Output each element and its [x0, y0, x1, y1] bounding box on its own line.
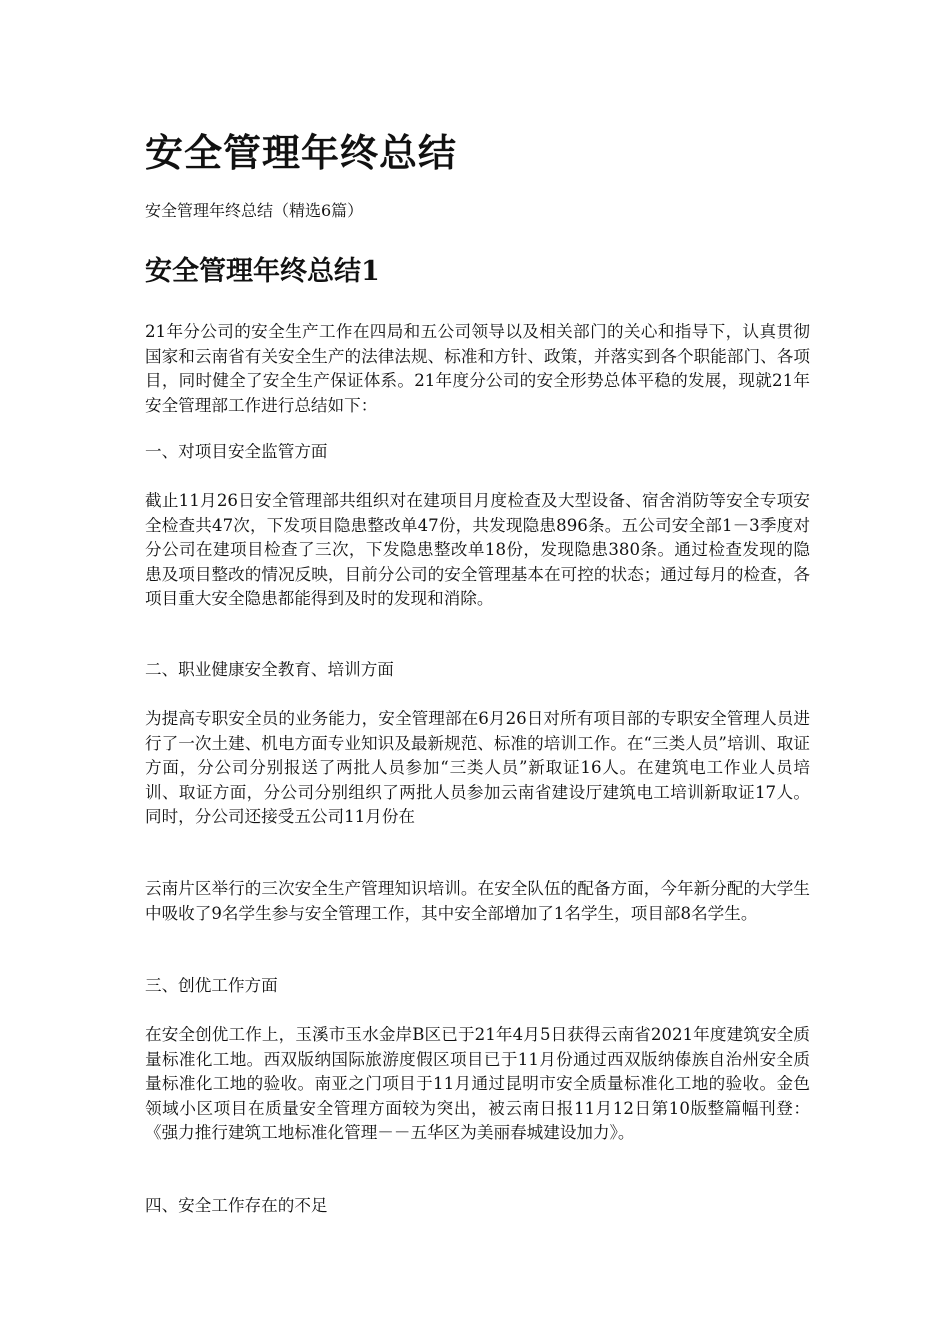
- document-title: 安全管理年终总结: [145, 130, 458, 175]
- paragraph-training-continued: 云南片区举行的三次安全生产管理知识培训。在安全队伍的配备方面，今年新分配的大学生中吸收了9名学生参与安全管理工作，其中安全部增加了1名学生，项目部8名学生。: [145, 879, 810, 923]
- paragraph-intro: 21年分公司的安全生产工作在四局和五公司领导以及相关部门的关心和指导下，认真贯彻国家和云南省有关安全生产的法律法规、标准和方针、政策，并落实到各个职能部门、各项目，同时健全了安全生产保证体系。21年度分公司的安全形势总体平稳的发展，现就21年安全管理部工作进行总结如下：: [145, 322, 810, 415]
- subheading-project-supervision: 一、对项目安全监管方面: [145, 442, 328, 461]
- subheading-excellence: 三、创优工作方面: [145, 976, 278, 995]
- subheading-training: 二、职业健康安全教育、培训方面: [145, 660, 394, 679]
- document-subtitle: 安全管理年终总结（精选6篇）: [145, 201, 364, 220]
- section-heading: 安全管理年终总结1: [145, 256, 380, 287]
- paragraph-project-supervision: 截止11月26日安全管理部共组织对在建项目月度检查及大型设备、宿舍消防等安全专项安全检查共47次，下发项目隐患整改单47份，共发现隐患896条。五公司安全部1－3季度对分公司在建项目检查了三次，下发隐患整改单18份，发现隐患380条。通过检查发现的隐患及项目整改的情况反映，目前分公司的安全管理基本在可控的状态；通过每月的检查，各项目重大安全隐患都能得到及时的发现和消除。: [145, 491, 810, 608]
- paragraph-training: 为提高专职安全员的业务能力，安全管理部在6月26日对所有项目部的专职安全管理人员进行了一次土建、机电方面专业知识及最新规范、标准的培训工作。在“三类人员”培训、取证方面，分公司分别报送了两批人员参加“三类人员”新取证16人。在建筑电工作业人员培训、取证方面，分公司分别组织了两批人员参加云南省建设厅建筑电工培训新取证17人。同时，分公司还接受五公司11月份在: [145, 709, 810, 826]
- subheading-shortcomings: 四、安全工作存在的不足: [145, 1196, 328, 1215]
- paragraph-excellence: 在安全创优工作上，玉溪市玉水金岸B区已于21年4月5日获得云南省2021年度建筑安全质量标准化工地。西双版纳国际旅游度假区项目已于11月份通过西双版纳傣族自治州安全质量标准化工地的验收。南亚之门项目于11月通过昆明市安全质量标准化工地的验收。金色领域小区项目在质量安全管理方面较为突出，被云南日报11月12日第10版整篇幅刊登：《强力推行建筑工地标准化管理－－五华区为美丽春城建设加力》。: [145, 1025, 810, 1142]
